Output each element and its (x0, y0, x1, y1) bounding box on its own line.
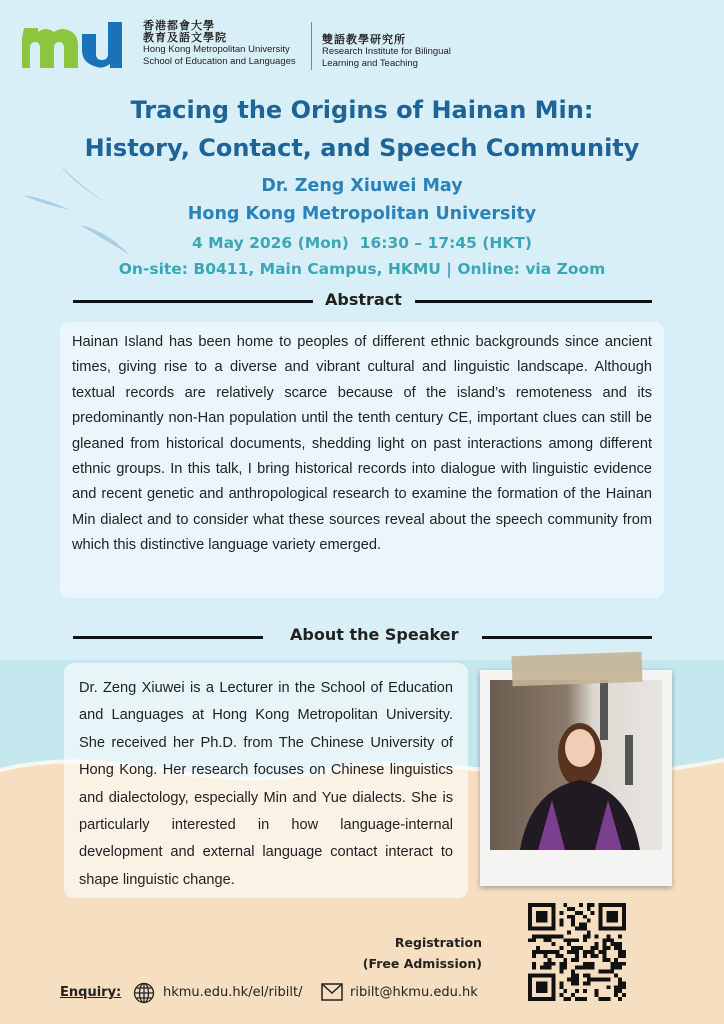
school-zh-1: 香港都會大學 (143, 20, 215, 32)
speaker-heading: About the Speaker (290, 625, 459, 644)
speaker-name: Dr. Zeng Xiuwei May (261, 176, 463, 196)
free-admission-label: (Free Admission) (362, 956, 482, 971)
enquiry-label: Enquiry: (60, 985, 122, 1000)
divider-rule (415, 300, 652, 303)
tape (512, 652, 643, 687)
school-en-1: Hong Kong Metropolitan University (143, 44, 290, 55)
title-line-2: History, Contact, and Speech Community (84, 134, 640, 162)
divider-rule (482, 636, 652, 639)
email-icon (321, 983, 343, 1001)
institute-name (322, 34, 451, 70)
speaker-bio: Dr. Zeng Xiuwei is a Lecturer in the School of Education and Languages at Hong Kong Metropolitan University. She received her Ph.D. from The Chinese University of Hong Kong. Her research focuses on Chinese linguistics and dialectology, especially Min and Yue dialects. She is particularly interested in how language-internal development and external language contact interact to shape linguistic change. (64, 663, 468, 898)
institute-zh: 雙語教學研究所 (322, 34, 406, 46)
website-link[interactable]: hkmu.edu.hk/el/ribilt/ (163, 985, 303, 1000)
school-en-2: School of Education and Languages (143, 56, 296, 67)
school-zh-2: 教育及語文學院 (143, 32, 227, 44)
registration-qr-code[interactable] (527, 903, 627, 1001)
divider-rule (73, 300, 313, 303)
hkmu-logo (22, 20, 132, 70)
event-venue: On-site: B0411, Main Campus, HKMU | Online: via Zoom (118, 260, 606, 278)
email-link[interactable]: ribilt@hkmu.edu.hk (350, 985, 478, 1000)
event-datetime: 4 May 2026 (Mon) 16:30 – 17:45 (HKT) (191, 234, 533, 252)
abstract-text: Hainan Island has been home to peoples of different ethnic backgrounds since ancient times, giving rise to a diverse and vibrant cultural and linguistic landscape. Although textual records are relatively scarce because of the island’s remoteness and its predominantly non-Han population until the tenth century CE, important clues can still be gleaned from historical documents, shedding light on past interactions among different ethnic groups. In this talk, I bring historical records into dialogue with linguistic evidence and recent genetic and anthropological research to examine the formation of the Hainan Min dialect and to consider what these sources reveal about the speech community from which this distinctive language variety emerged. (60, 322, 664, 598)
logo-divider (311, 22, 312, 70)
institute-en-2: Learning and Teaching (322, 58, 418, 69)
school-name (143, 20, 296, 68)
institute-en-1: Research Institute for Bilingual (322, 46, 451, 57)
title-line-1: Tracing the Origins of Hainan Min: (130, 96, 594, 124)
registration-label: Registration (394, 935, 482, 950)
speaker-affiliation: Hong Kong Metropolitan University (187, 204, 537, 224)
speaker-photo (490, 680, 662, 850)
abstract-heading: Abstract (325, 290, 402, 309)
divider-rule (73, 636, 263, 639)
globe-icon (133, 982, 155, 1004)
